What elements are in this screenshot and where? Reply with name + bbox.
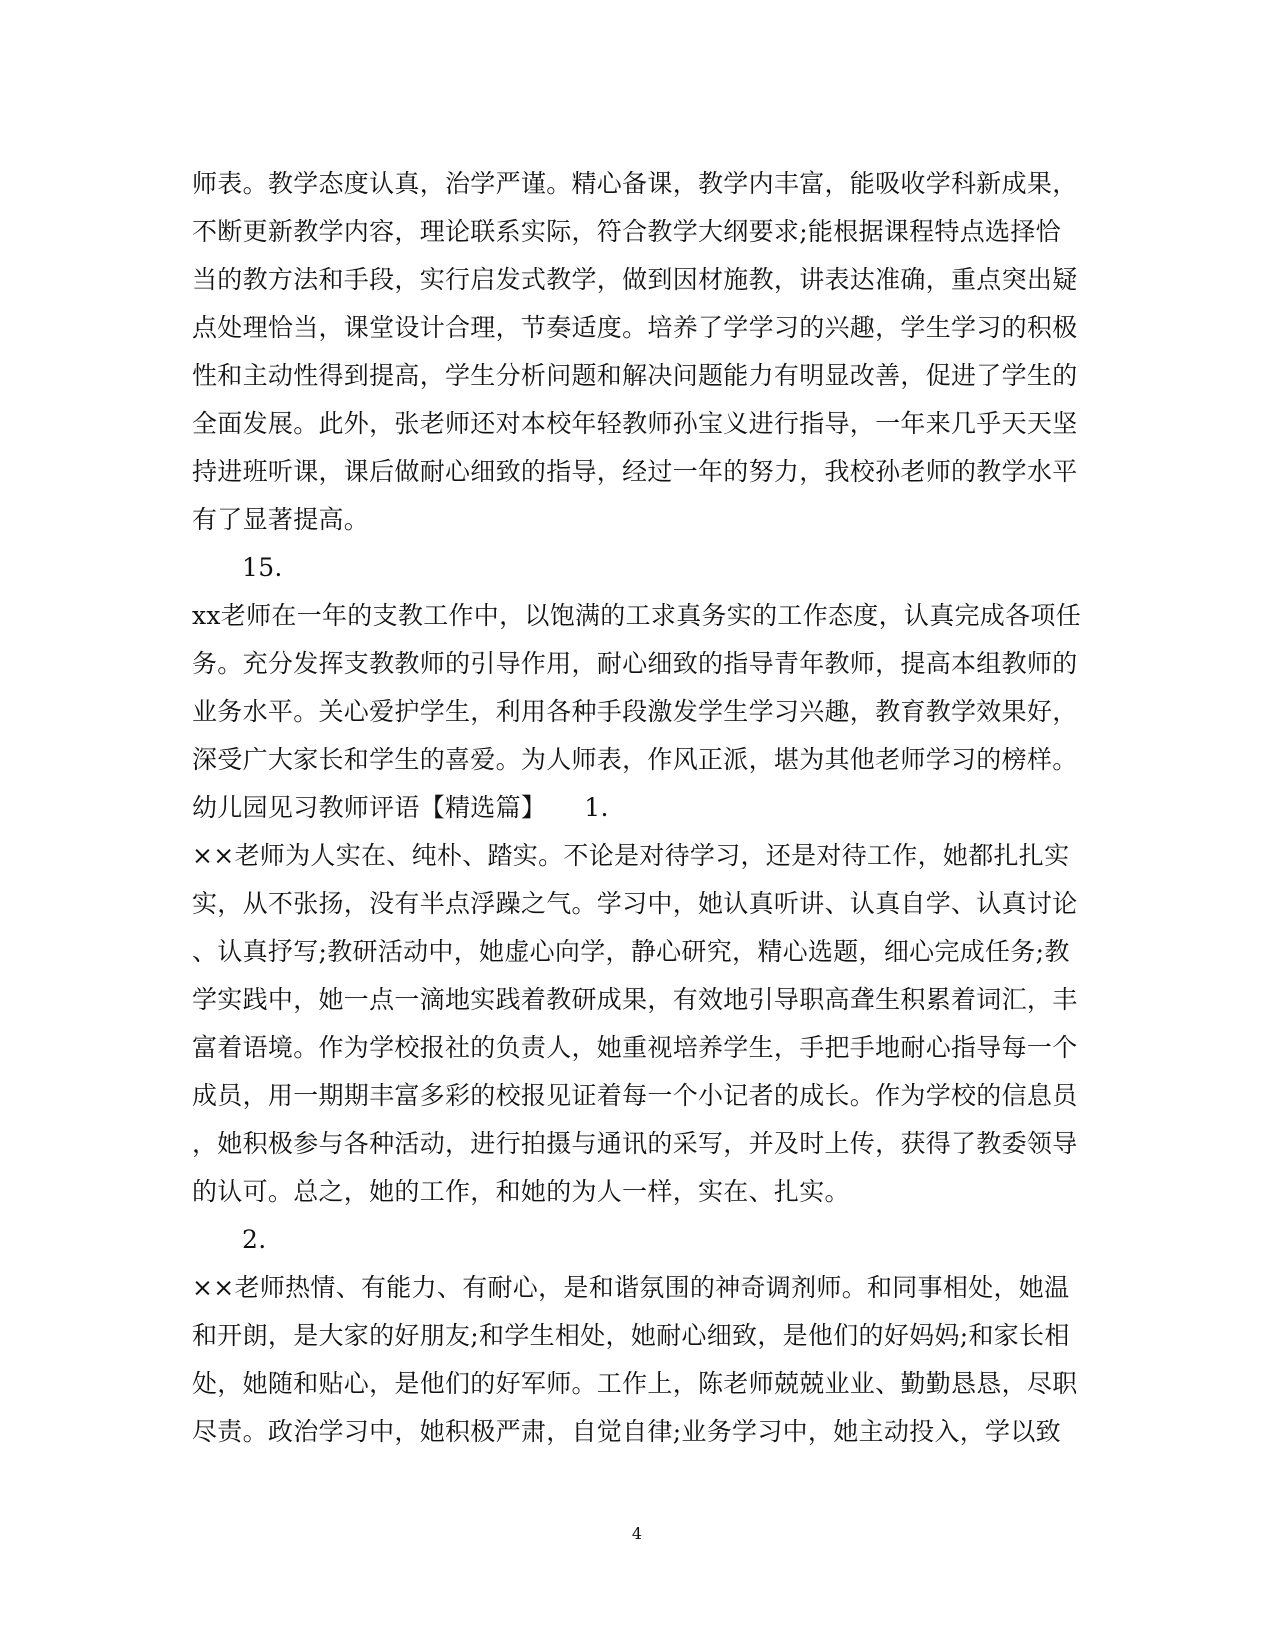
text-line: 富着语境。作为学校报社的负责人，她重视培养学生，手把手地耐心指导每一个: [192, 1033, 1078, 1062]
section-number: 2.: [242, 1225, 267, 1254]
text-line: 持进班听课，课后做耐心细致的指导，经过一年的努力，我校孙老师的教学水平: [192, 457, 1078, 486]
text-line: 实，从不张扬，没有半点浮躁之气。学习中，她认真听讲、认真自学、认真讨论: [192, 889, 1078, 918]
text-line: xx老师在一年的支教工作中，以饱满的工求真务实的工作态度，认真完成各项任: [192, 601, 1082, 630]
document-body: [192, 160, 1082, 1456]
text-line: 的认可。总之，她的工作，和她的为人一样，实在、扎实。: [192, 1177, 850, 1206]
text-line: 和开朗，是大家的好朋友;和学生相处，她耐心细致，是他们的好妈妈;和家长相: [192, 1321, 1070, 1350]
section-heading: 幼儿园见习教师评语【精选篇】 1.: [192, 793, 609, 822]
text-line: 师表。教学态度认真，治学严谨。精心备课，教学内丰富，能吸收学科新成果，: [192, 169, 1078, 198]
text-line: 务。充分发挥支教教师的引导作用，耐心细致的指导青年教师，提高本组教师的: [192, 649, 1078, 678]
text-line: 处，她随和贴心，是他们的好军师。工作上，陈老师兢兢业业、勤勤恳恳，尽职: [192, 1369, 1078, 1398]
text-line: 当的教方法和手段，实行启发式教学，做到因材施教，讲表达准确，重点突出疑: [192, 265, 1078, 294]
page-number: 4: [631, 1524, 643, 1543]
text-line: 学实践中，她一点一滴地实践着教研成果，有效地引导职高聋生积累着词汇，丰: [192, 985, 1078, 1014]
text-line: 点处理恰当，课堂设计合理，节奏适度。培养了学学习的兴趣，学生学习的积极: [192, 313, 1078, 342]
text-line: 全面发展。此外，张老师还对本校年轻教师孙宝义进行指导，一年来几乎天天坚: [192, 409, 1078, 438]
text-line: 深受广大家长和学生的喜爱。为人师表，作风正派，堪为其他老师学习的榜样。: [192, 745, 1078, 774]
text-line: ××老师热情、有能力、有耐心，是和谐氛围的神奇调剂师。和同事相处，她温: [192, 1273, 1070, 1302]
text-line: 不断更新教学内容，理论联系实际，符合教学大纲要求;能根据课程特点选择恰: [192, 217, 1061, 246]
section-number: 15.: [242, 553, 283, 582]
text-line: 成员，用一期期丰富多彩的校报见证着每一个小记者的成长。作为学校的信息员: [192, 1081, 1078, 1110]
text-line: 尽责。政治学习中，她积极严肃，自觉自律;业务学习中，她主动投入，学以致: [192, 1417, 1061, 1446]
text-line: 、认真抒写;教研活动中，她虚心向学，静心研究，精心选题，细心完成任务;教: [192, 937, 1070, 966]
text-line: 性和主动性得到提高，学生分析问题和解决问题能力有明显改善，促进了学生的: [192, 361, 1078, 390]
text-line: 有了显著提高。: [192, 505, 370, 534]
text-line: ××老师为人实在、纯朴、踏实。不论是对待学习，还是对待工作，她都扎扎实: [192, 841, 1070, 870]
text-line: 业务水平。关心爱护学生，利用各种手段激发学生学习兴趣，教育教学效果好，: [192, 697, 1078, 726]
text-line: ，她积极参与各种活动，进行拍摄与通讯的采写，并及时上传，获得了教委领导: [192, 1129, 1078, 1158]
